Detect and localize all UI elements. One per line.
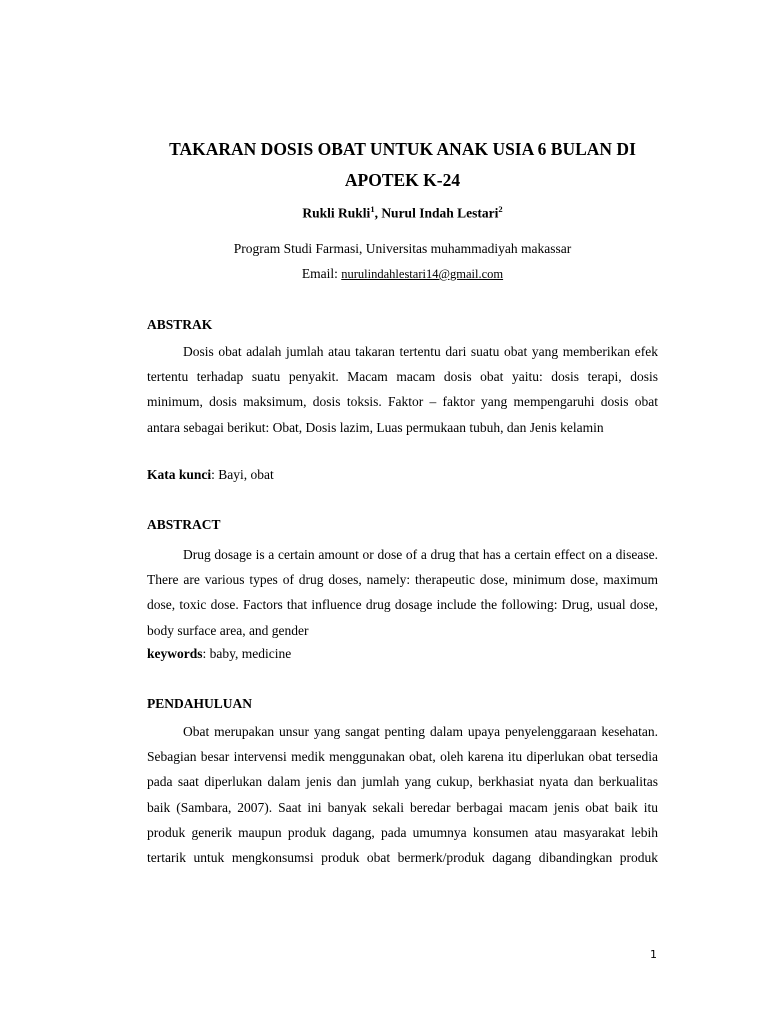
abstract-keywords <box>147 646 291 662</box>
abstrak-body-text: Dosis obat adalah jumlah atau takaran tertentu dari suatu obat yang memberikan efek tertentu terhadap suatu penyakit. Macam macam dosis obat yaitu: dosis terapi, dosis minimum, dosis maksimum, dosis toksis. Faktor – faktor yang mempengaruhi dosis obat antara sebagai berikut: Obat, Dosis lazim, Luas permukaan tubuh, dan Jenis kelamin <box>147 344 658 435</box>
paper-title-line-2: APOTEK K-24 <box>344 170 461 190</box>
author-1-name: Rukli Rukli <box>302 205 371 221</box>
abstrak-keywords-value: : Bayi, obat <box>211 467 274 482</box>
abstract-heading: ABSTRACT <box>147 517 221 532</box>
abstrak-heading: ABSTRAK <box>147 317 213 332</box>
abstract-body-text: Drug dosage is a certain amount or dose of a drug that has a certain effect on a disease. There are various types of drug doses, namely: therapeutic dose, minimum dose, maximum dose, toxic dose. Factors that influence drug dosage include the following: Drug, usual dose, body surface area, and gender <box>147 547 658 638</box>
paper-title <box>147 134 658 196</box>
pendahuluan-body <box>147 719 658 870</box>
author-list <box>147 204 658 222</box>
paper-title-line-1: TAKARAN DOSIS OBAT UNTUK ANAK USIA 6 BULAN DI <box>169 139 636 159</box>
pendahuluan-body-text: Obat merupakan unsur yang sangat penting dalam upaya penyelenggaraan kesehatan. Sebagian besar intervensi medik menggunakan obat, oleh karena itu diperlukan obat tersedia pada saat diperlukan dalam jenis dan jumlah yang cukup, berkhasiat nyata dan berkualitas baik (Sambara, 2007). Saat ini banyak sekali beredar berbagai macam jenis obat baik itu produk generik maupun produk dagang, pada umumnya konsumen atau masyarakat lebih tertarik untuk mengkonsumsi produk obat bermerk/produk dagang dibandingkan produk <box>147 724 658 866</box>
pendahuluan-heading: PENDAHULUAN <box>147 696 253 711</box>
abstract-keywords-value: : baby, medicine <box>202 646 292 661</box>
email-link[interactable]: nurulindahlestari14@gmail.com <box>341 267 504 281</box>
abstrak-body <box>147 339 658 440</box>
abstract-body <box>147 542 658 643</box>
abstract-keywords-label: keywords <box>147 646 203 661</box>
affiliation: Program Studi Farmasi, Universitas muhammadiyah makassar <box>233 241 572 256</box>
author-separator: , <box>374 205 382 221</box>
abstrak-keywords <box>147 467 274 483</box>
abstrak-keywords-label: Kata kunci <box>147 467 212 482</box>
author-2-affiliation-mark: 2 <box>498 204 503 214</box>
author-1-affiliation-mark: 1 <box>370 204 375 214</box>
email-label: Email: <box>301 266 342 281</box>
page-number: 1 <box>650 948 657 961</box>
author-2-name: Nurul Indah Lestari <box>381 205 499 221</box>
email-line <box>147 266 658 282</box>
